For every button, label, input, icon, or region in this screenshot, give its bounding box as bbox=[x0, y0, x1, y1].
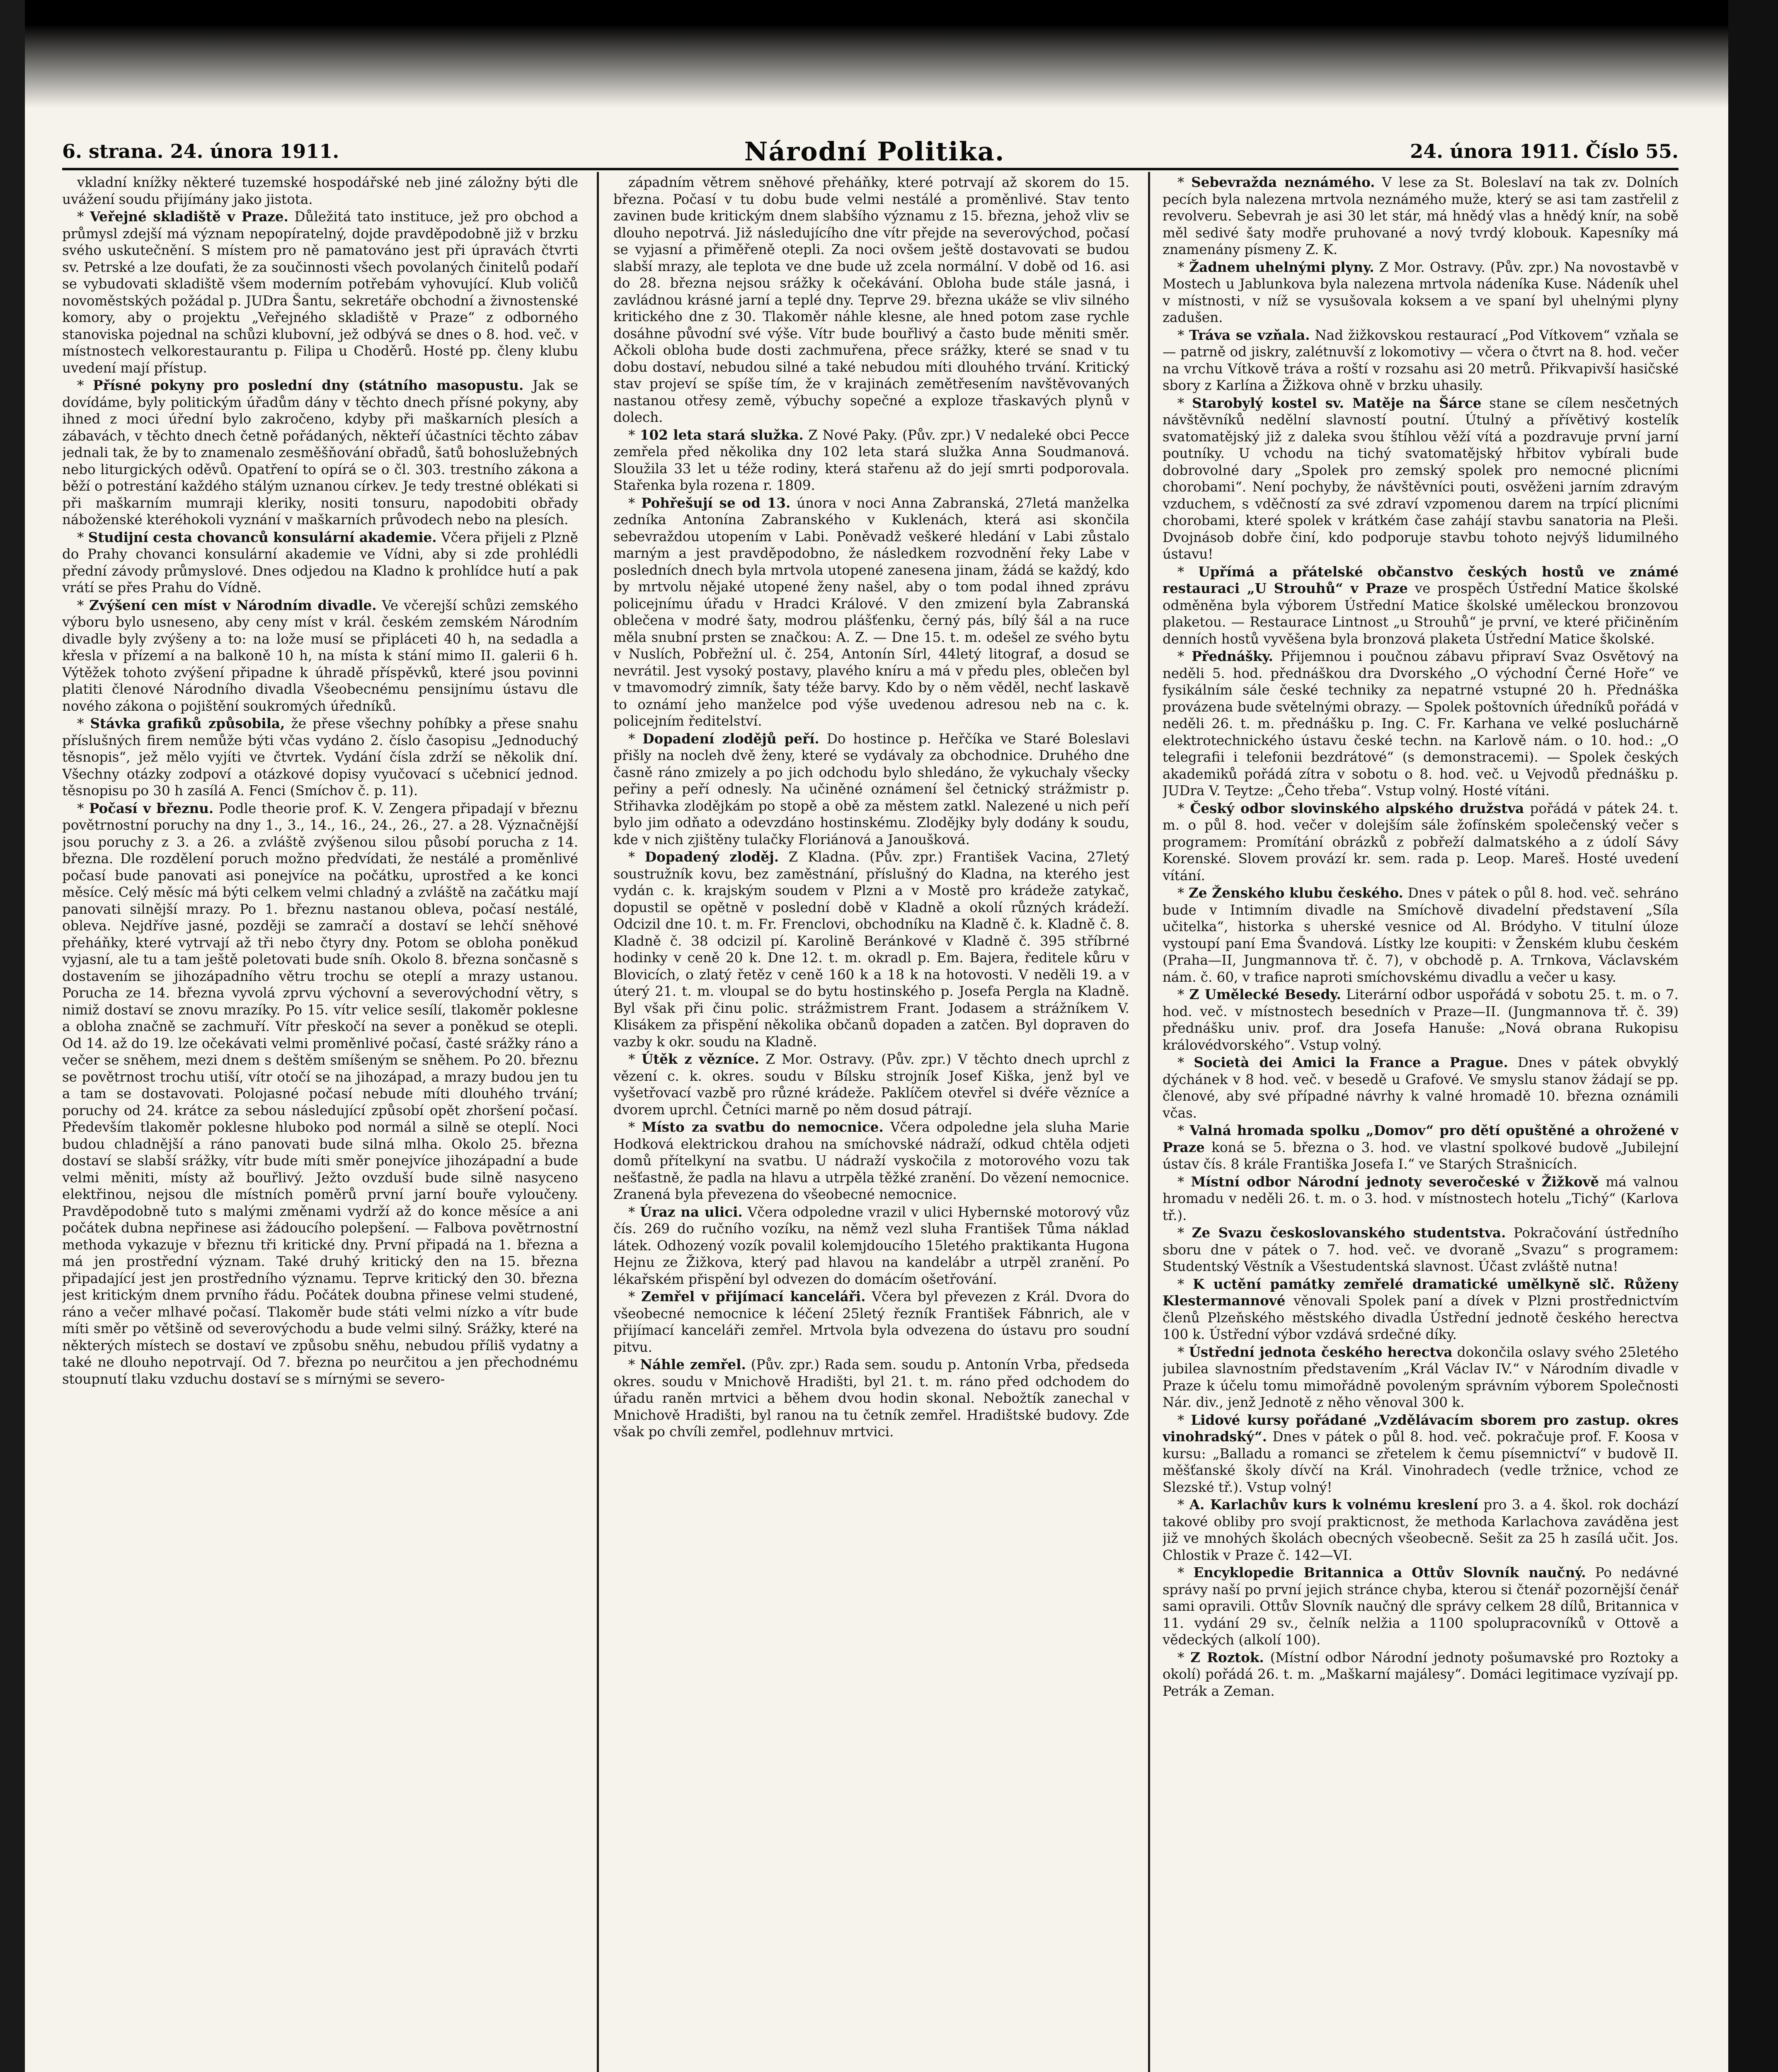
article bbox=[613, 1204, 1129, 1288]
article-body: Dnes v pátek obvyklý dýchánek v 8 hod. več. v besedě u Grafové. Ve smyslu stanov žádají se pp. členové, aby své případné návrhy k valné hromadě 10. března oznámili včas. bbox=[1163, 1055, 1679, 1121]
article-title: 102 leta stará služka. bbox=[639, 426, 804, 443]
article-body: západním větrem sněhové přeháňky, které potrvají až skorem do 15. března. Počasí v tu dobu bude velmi nestálé a proměnlivé. Stav tento zavinen bude kritickým dnem slabšího významu z 15. března, jehož vliv se dlouho nepotrvá. Již následujícího dne vítr přejde na severovýchod, počasí se vyjasní a přiměřeně otepli. Za noci ovšem ještě dostavovati se budou slabší mrazy, ale teplota ve dne bude už zcela normální. V době od 16. asi do 28. března nejsou srážky k očekávání. Obloha bude stále jasná, i zavládnou krásné jarní a teplé dny. Teprve 29. března ukáže se vliv silného kritického dne z 30. Tlakoměr náhle klesne, ale hned potom zase rychle dosáhne původní své výše. Vítr bude bouřlivý a často bude měniti směr. Ačkoli obloha bude dosti zachmuřena, přece srážky, které se snad v tu dobu dostaví, nebudou silné a také nebudou míti dlouhého trvání. Kritický stav projeví se spíše tím, že v krajinách zemětřesením navštěvovaných nastanou otřesy země, výbuchy sopečné a exploze třaskavých plynů v dolech. bbox=[613, 174, 1129, 425]
article-title: Místní odbor Národní jednoty severočeské v Žižkově bbox=[1191, 1173, 1599, 1190]
article-body: Včera odpoledne vrazil v ulici Hybernské motorový vůz čís. 269 do ručního vozíku, na němž vezl sluha František Tůma náklad látek. Odhozený vozík povalil kolemjdoucího 15letého praktikanta Hugona Hejnu ze Žižkova, který pad hlavou na kandelábr a utrpěl zranění. Po lékařském přispění byl odvezen do domácím ošetřování. bbox=[613, 1204, 1129, 1287]
article-title: Ze Ženského klubu českého. bbox=[1189, 885, 1403, 901]
article-asterisk: * bbox=[1177, 1344, 1189, 1360]
article-body: Z Mor. Ostravy. (Pův. zpr.) Na novostavbě v Mostech u Jablunkova byla nalezena mrtvola nádeníka Kuse. Nádeník uhel v místnosti, v níž se vysušovala koksem a ve spaní byl uhelnými plyny zadušen. bbox=[1163, 259, 1679, 325]
article bbox=[1163, 395, 1679, 563]
article bbox=[1163, 174, 1679, 258]
article bbox=[613, 1119, 1129, 1203]
article bbox=[62, 208, 578, 376]
article-title: Ze Svazu českoslovanského studentstva. bbox=[1192, 1225, 1506, 1241]
article-body: Včera přijeli z Plzně do Prahy chovanci konsulární akademie ve Vídni, aby si zde prohlédli přední závody průmyslové. Dnes odjedou na Kladno k prohlídce hutí a pak vrátí se přes Prahu do Vídně. bbox=[62, 529, 578, 595]
column-3 bbox=[1163, 174, 1679, 2072]
article-asterisk: * bbox=[1177, 800, 1190, 816]
article-title: Úraz na ulici. bbox=[640, 1203, 743, 1220]
article-title: Encyklopedie Britannica a Ottův Slovník naučný. bbox=[1193, 1564, 1586, 1581]
article-body: stane se cílem nesčetných návštěvníků nedělní slavností poutní. Útulný a přívětivý kostelík svatomatějský již z daleka svou štíhlou věží vítá a pozdravuje první jarní poutníky. U vchodu na tichý svatomatějský hřbitov vybírali bude dobrovolné dary „Spolek pro zemský spolek pro nemocné plicními chorobami“. Není pochyby, že návštěvníci pouti, osvěženi jarním zdravým vzduchem, s vděčností za své zdraví vzpomenou darem na trpící plicními chorobami, které spolek v krátkém čase zahájí stavbu sanatoria na Pleši. Dvojnásob dobře činí, kdo podporuje stavbu tohoto nejvýš lidumilného ústavu! bbox=[1163, 395, 1679, 562]
article-body: Jak se dovídáme, byly politickým úřadům dány v těchto dnech přísné pokyny, aby ihned z moci úřední bylo zakročeno, kdyby při maškarních plesích a zábavách, v těchto dnech četně pořádaných, někteří účastníci těchto zábav jednali tak, že by to znamenalo zesměšňování obřadů, šatů bohoslužebných nebo liturgických oděvů. Opatření to opírá se o čl. 303. trestního zákona a běží o potrestání každého stálým uznanou církev. Je tedy trestné oblékati si při maškarním mumraji kleriky, nositi tonsuru, napodobiti obřady náboženské kteréhokoli vyznání v maškarních průvodech nebo na plesích. bbox=[62, 378, 578, 528]
article-asterisk: * bbox=[77, 209, 90, 225]
article-title: K uctění památky zemřelé dramatické umělkyně slč. Růženy Klestermannové bbox=[1163, 1276, 1679, 1309]
article-asterisk: * bbox=[1177, 1225, 1192, 1241]
article-body: že přese všechny pohíbky a přese snahu příslušných firem nemůže býti včas vydáno 2. číslo časopisu „Jednoduchý těsnopis“, jež mělo vyjíti ve čtvrtek. Vydání čísla zdrží se několik dní. Všechny otázky zodpoví a otázkové dopisy vyučovací s učebnicí jednod. těsnopisu po 30 h zasílá A. Fenci (Smíchov č. p. 11). bbox=[62, 716, 578, 799]
article-title: Valná hromada spolku „Domov“ pro dětí opuštěné a ohrožené v Praze bbox=[1163, 1122, 1679, 1155]
article-title: Lidové kursy pořádané „Vzdělávacím sborem pro zastup. okres vinohradský“. bbox=[1163, 1411, 1679, 1445]
article-body: Literární odbor uspořádá v sobotu 25. t. m. o 7. hod. več. v místnostech besedních v Praze—II. (Jungmannova tř. č. 39) přednášku univ. prof. dra Josefa Hanuše: „Nová obrana Rukopisu královédvorského“. Vstup volný. bbox=[1163, 987, 1679, 1053]
article-asterisk: * bbox=[628, 495, 642, 511]
article-asterisk: * bbox=[628, 1289, 642, 1305]
article-asterisk: * bbox=[1177, 1055, 1194, 1070]
article-asterisk: * bbox=[628, 1357, 640, 1372]
article bbox=[613, 495, 1129, 730]
article bbox=[613, 427, 1129, 494]
article-body: (Místní odbor Národní jednoty pošumavské pro Roztoky a okolí) pořádá 26. t. m. „Maškarní majálesy“. Domáci legitimace vyzívají pp. Petrák a Zeman. bbox=[1163, 1649, 1679, 1699]
header-rule bbox=[62, 168, 1679, 170]
article-body: dokončila oslavy svého 25letého jubilea slavnostním představením „Král Václav IV.“ v Národním divadle v Praze k účelu tomu mimořádně povoleným správním výborem Společnosti Nár. div., jenž Jednotě z něho věnoval 300 k. bbox=[1163, 1344, 1679, 1410]
article-body: Podle theorie prof. K. V. Zengera připadají v březnu povětrnostní poruchy na dny 1., 3., 14., 16., 24., 26., 27. a 28. Význačnější jsou poruchy z 3. a 26. a zvláště zvýšenou silou působí porucha z 14. března. Dle rozdělení poruch možno předvídati, že nestálé a proměnlivé počasí bude panovati asi ponejvíce na počátku, uprostřed a ke konci měsíce. Celý měsíc má býti celkem velmi chladný a zvláště na začátku mají panovati silnější mrazy. Po 1. březnu nastanou obleva, počasí nestálé, obleva. Nejdříve jasné, později se zamračí a dostaví se lehčí sněhové přeháňky, které vytrvají až tři nebo čtyry dny. Potom se obloha poněkud vyjasní, ale tu a tam ještě poletovati bude sníh. Okolo 8. března sončasně s dostavením se jihozápadního větru trochu se oteplí a mrazy ustanou. Porucha ze 14. března vyvolá zprvu výchovní a severovýchodní větry, s nimiž dostaví se znovu mrazíky. Po 15. vítr velice sesílí, tlakoměr poklesne a obloha značně se zachmuří. Vítr přeskočí na sever a poněkud se otepli. Od 14. až do 19. lze očekávati velmi proměnlivé počasí, časté srážky ráno a večer se sněhem, mezi dnem s deštěm smíšeným se sněhem. Po 20. březnu se povětrnost trochu utiší, vítr otočí se na jihozápad, a mrazy budou jen tu a tam se dostavovati. Polojasné počasí nebude míti dlouhého trvání; poruchy od 24. krátce za sebou následující způsobí opět zhoršení počasí. Především tlakoměr poklesne hluboko pod normál a silně se oteplí. Noci budou chladnější a ráno panovati bude silná mlha. Okolo 25. března dostaví se slabší srážky, vítr bude míti směr ponejvíce jihozápadní a bude velmi měniti, místy až bouřlivý. Ježto ovzduší bude silně nasyceno elektřinou, nejsou dle místních poměrů první jarní bouře vyloučeny. Pravděpodobně tuto s malými změnami vydrží až do konce měsíce a ani počátek dubna nepřinese asi žádoucího polepšení. — Falbova povětrnostní methoda vykazuje v březnu tři kritické dny. První připadá na 1. března a má jen prostřední význam. Také druhý kritický den na 15. března připadající jest jen prostředního významu. Teprve kritický den 30. března jest kritickým dnem prvního řádu. Počátek doubna přinese velmi studené, ráno a večer mlhavé počasí. Tlakoměr bude státi velmi nízko a vítr bude míti směr po většině od severovýchodu a bude velmi silný. Srážky, které na některých místech se dostaví ve způsobu sněhu, nebudou příliš vydatny a také ne dlouho nepotrvají. Od 7. března po neurčitou a jen přechodnému stoupnutí tlaku vzduchu dostaví se s mírnými se severo- bbox=[62, 800, 578, 1387]
article-title: Zemřel v přijímací kanceláři. bbox=[641, 1288, 866, 1305]
article-title: Studijní cesta chovanců konsulární akademie. bbox=[88, 529, 437, 545]
article bbox=[62, 529, 578, 596]
article-body: (Pův. zpr.) Rada sem. soudu p. Antonín Vrba, předseda okres. soudu v Mnichově Hradišti, byl 21. t. m. ráno před odchodem do úřadu raněn mrtvici a během dvou hodin skonal. Nebožtík zanechal v Mnichově Hradišti, byl ranou na tu četník zemřel. Hradištské budovy. Zde však po chvíli zemřel, podlehnuv mrtvici. bbox=[613, 1357, 1129, 1440]
article-body: věnovali Spolek paní a dívek v Plzni prostřednictvím členů Plzeňského městského divadla Ústřední jednotě českého herectva 100 k. Ústřední výbor vzdává srdečné díky. bbox=[1163, 1293, 1679, 1342]
article bbox=[613, 1051, 1129, 1118]
article-asterisk: * bbox=[1177, 1497, 1189, 1513]
article-body: Dnes v pátek o půl 8. hod. več. pokračuje prof. F. Koosa v kursu: „Balladu a romanci se zřetelem k čemu písemnictví“ v budově II. měšťanské školy dívčí na Král. Vinohradech (vedle tržnice, vchod ze Slezské tř.). Vstup volný! bbox=[1163, 1429, 1679, 1495]
column-rule bbox=[597, 172, 599, 2072]
article-asterisk: * bbox=[77, 597, 90, 613]
article-body: Přijemnou i poučnou zábavu připraví Svaz Osvětový na neděli 5. hod. přednáškou dra Dvorského „O východní Černé Hoře“ ve fysikálním sále české techniky za nepatrné vstupné 20 h. Přednáška provázena bude světelnými obrazy. — Spolek poštovních úředníků pořádá v neděli 26. t. m. přednášku p. Ing. C. Fr. Karhana ve velké posluchárně elektrotechnického ústavu české techn. na Karlově nám. o 10. hod.: „O telegrafii i telefonii bezdrátové“ (s demonstracemi). — Spolek českých akademiků pořádá zítra v sobotu o 8. hod. več. u Vejvodů přednášku p. JUDra V. Teytze: „Čeho třeba“. Vstup volný. Hosté vítáni. bbox=[1163, 649, 1679, 799]
article bbox=[1163, 1122, 1679, 1173]
article-asterisk: * bbox=[628, 1204, 640, 1220]
article-body: má valnou hromadu v neděli 26. t. m. o 3. hod. v místnostech hotelu „Tichý“ (Karlova tř.). bbox=[1163, 1174, 1679, 1223]
column-rule bbox=[1148, 172, 1150, 2072]
article-title: Z Roztok. bbox=[1190, 1649, 1264, 1665]
article bbox=[62, 800, 578, 1388]
article-body: Ve včerejší schůzi zemského výboru bylo usneseno, aby ceny míst v král. českém zemském Národním divadle byly zvýšeny a to: na lože musí se připláceti 40 h, na sedadla a křesla v přízemí a na balkoně 10 h, na místa k stání mimo II. galerii 6 h. Výtěžek tohoto zvýšení připadne k úhradě příspěvků, které jsou povinni platiti členové Národního divadla Všeobecnému pensijnímu ústavu dle nového zákona o pojištění soukromých úředníků. bbox=[62, 597, 578, 714]
article-asterisk: * bbox=[628, 427, 640, 443]
column-2 bbox=[613, 174, 1129, 2072]
article-asterisk: * bbox=[77, 378, 93, 393]
article-body: Do hostince p. Heřčíka ve Staré Boleslavi přišly na nocleh dvě ženy, které se vydávaly za obchodnice. Druhého dne časně ráno zmizely a po jich odchodu bylo shledáno, že vykuchaly všecky peřiny a peří odnesly. Na učiněné oznámení šel četnický strážmistr p. Střihavka zlodějkám po stopě a obě za městem zatkl. Nalezené u nich peří bylo jim odňato a odevzdáno hostinskému. Zlodějky byly dodány k soudu, kde v nich zjištěny tulačky Floriánová a Janoušková. bbox=[613, 731, 1129, 847]
article-title: Tráva se vzňala. bbox=[1189, 327, 1310, 343]
article-title: Dopadení zlodějů peří. bbox=[642, 730, 819, 747]
article-body: Z Kladna. (Pův. zpr.) František Vacina, 27letý soustružník kovu, bez zaměstnání, příslušný do Kladna, na kterého jest vydán c. k. krajským soudem v Plzni a v Mostě pro krádeže zatykač, dopustil se opětně v poslední době v Kladně a okolí různých krádeží. Odcizil dne 10. t. m. Fr. Frenclovi, obchodníku na Kladně č. k. Kladně č. 8. Kladně č. 38 odcizil pí. Karolině Beránkové v Kladně č. 395 stříbrné hodinky v ceně 20 k. Dne 12. t. m. okradl p. Em. Bajera, ředitele kůru v Blovicích, o zlatý řetěz v ceně 160 k a 18 k na hotovosti. V neděli 19. a v úterý 21. t. m. vloupal se do bytu hostinského p. Josefa Pergla na Kladně. Byl však při činu polic. strážmistrem Frant. Jodasem a strážníkem V. Klisákem za přispění několika občanů dopaden a zatčen. Byl dopraven do vazby k okr. soudu na Kladně. bbox=[613, 849, 1129, 1050]
article-title: Upřímá a přátelské občanstvo českých hostů ve známé restauraci „U Strouhů“ v Praze bbox=[1163, 563, 1679, 596]
article-asterisk: * bbox=[1177, 1276, 1193, 1292]
article-body: Z Mor. Ostravy. (Pův. zpr.) V těchto dnech uprchl z vězení c. k. okres. soudu v Bílsku strojník Josef Kiška, jenž byl ve vyšetřovací vazbě pro různé krádeže. Paklíčem otevřel si dvéře vězníce a dvorem uprchl. Četníci marně po něm dosud pátrají. bbox=[613, 1051, 1129, 1118]
article bbox=[1163, 986, 1679, 1053]
article-title: Veřejné skladiště v Praze. bbox=[90, 208, 288, 225]
article-body: Důležitá tato instituce, jež pro obchod a průmysl zdejší má význam nepopíratelný, dojde pravděpodobně již v brzku svého uskutečnění. S místem pro ně pamatováno jest při úpravách čtvrti sv. Petrské a lze doufati, že za součinnosti všech povolaných činitelů podaří se vybudovati skladiště všem moderním potřebám vyhovující. Klub voličů novoměstských požádal p. JUDra Šantu, sekretáře obchodní a živnostenské komory, aby o projektu „Veřejného skladiště v Praze“ z odborného stanoviska pojednal na schůzi klubovní, jež odbývá se dnes o 8. hod. več. v místnostech velkorestaurantu p. Filipa u Choděrů. Hosté pp. členy klubu uvedení mají přístup. bbox=[62, 209, 578, 376]
article-asterisk: * bbox=[1177, 987, 1189, 1002]
header-page-date: 6. strana. 24. února 1911. bbox=[62, 140, 339, 162]
article-body: pro 3. a 4. škol. rok dochází takové obliby pro svojí prakticnost, že methoda Karlachova zaváděna jest již ve mnohých školách obecných všeobecně. Sešit za 25 h zasílá učit. Jos. Chlostik v Praze č. 142—VI. bbox=[1163, 1497, 1679, 1563]
article bbox=[1163, 564, 1679, 648]
article-title: Società dei Amici la France a Prague. bbox=[1194, 1054, 1508, 1070]
article bbox=[1163, 1564, 1679, 1648]
article bbox=[62, 597, 578, 715]
article bbox=[613, 849, 1129, 1050]
article-body: Včera odpoledne jela sluha Marie Hodková elektrickou drahou na smíchovské nádraží, odkud chtěla odjeti domů přítelkyní na svatbu. U nádraží vyskočila z motorového vozu tak nešťastně, že padla na hlavu a utrpěla těžké zranění. Do vězení nemocnice. Zranená byla převezena do všeobecné nemocnice. bbox=[613, 1119, 1129, 1202]
article bbox=[613, 1356, 1129, 1440]
article-asterisk: * bbox=[628, 849, 645, 865]
article bbox=[1163, 800, 1679, 884]
scan-border-right bbox=[1728, 0, 1778, 2072]
article bbox=[1163, 259, 1679, 326]
article-asterisk: * bbox=[1177, 885, 1189, 901]
article bbox=[613, 731, 1129, 848]
article-asterisk: * bbox=[1177, 174, 1192, 190]
article bbox=[1163, 1174, 1679, 1224]
article-body: února v noci Anna Zabranská, 27letá manželka zedníka Antonína Zabranského v Kuklenách, která asi skončila sebevraždou utopením v Labi. Poněvadž veškeré hledání v Labi zůstalo marným a jest pravděpodobno, že následkem rozvodnění řeky Labe v posledních dnech byla mrtvola utopené zanesena jinam, žádá se každý, kdo by mrtvolu nějaké utopené ženy našel, aby o tom podal ihned zprávu policejnímu úřadu v Hradci Králové. V den zmizení byla Zabranská oblečena v modré šaty, modrou plášťenku, černý pás, bílý šál a na ruce měla snubní prsten se značkou: A. Z. — Dne 15. t. m. odešel ze svého bytu v Nuslích, Pobřežní ul. č. 254, Antonín Sírl, 44letý litograf, a dosud se nevrátil. Jest vysoký postavy, plavého kníru a má v předu ples, oblečen byl v tmavomodrý zimník, šaty téže barvy. Kdo by o něm věděl, nechť laskavě to oznámí jeho manželce pod výše uvedenou adresou neb na c. k. policejním ředitelství. bbox=[613, 495, 1129, 729]
article-title: Z Umělecké Besedy. bbox=[1189, 986, 1341, 1002]
article-asterisk: * bbox=[628, 1051, 642, 1067]
article bbox=[1163, 1225, 1679, 1275]
article bbox=[1163, 1276, 1679, 1343]
article-asterisk: * bbox=[1177, 395, 1192, 411]
article-asterisk: * bbox=[1177, 259, 1189, 275]
article bbox=[1163, 1412, 1679, 1496]
article-body: Po nedávné správy naší po první jejich stránce chyba, kterou si čtenář pozornější čenář sami opravili. Ottův Slovník naučný dle správy celkem 28 dílů, Britannica v 11. vydání 29 sv., čelník nelžia a 1100 spolupracovníků v Ottově a vědeckých (alkolí 100). bbox=[1163, 1565, 1679, 1648]
article-title: Počasí v březnu. bbox=[89, 800, 214, 816]
article-asterisk: * bbox=[1177, 1649, 1191, 1665]
article bbox=[1163, 1344, 1679, 1411]
article-asterisk: * bbox=[1177, 327, 1189, 343]
article-title: Zvýšení cen míst v Národním divadle. bbox=[89, 597, 377, 613]
article-body: ve prospěch Ústřední Matice školské odměněna byla výborem Ústřední Matice školské uměleckou bronzovou plaketou. — Restaurace Lintnost „u Strouhů“ je první, ve které přičiněním denních hostů vyvěšena byla bronzová plaketa Ústřední Matice školské. bbox=[1163, 581, 1679, 647]
article-title: Přísné pokyny pro poslední dny (státního masopustu. bbox=[93, 377, 524, 393]
article-title: Starobylý kostel sv. Matěje na Šárce bbox=[1192, 395, 1482, 411]
article-title: Útěk z vězníce. bbox=[641, 1051, 759, 1067]
article-body: vkladní knížky některé tuzemské hospodářské neb jiné záložny býti dle uvážení soudu přijímány jako jistota. bbox=[62, 174, 578, 207]
newspaper-title: Národní Politika. bbox=[744, 136, 1005, 167]
article-title: Místo za svatbu do nemocnice. bbox=[642, 1119, 884, 1135]
article-title: Dopadený zloděj. bbox=[644, 849, 779, 865]
article-asterisk: * bbox=[77, 800, 89, 816]
article-title: Přednášky. bbox=[1192, 648, 1273, 664]
article-title: Stávka grafiků způsobila, bbox=[90, 715, 285, 731]
article-asterisk: * bbox=[1177, 1565, 1194, 1581]
article bbox=[1163, 1054, 1679, 1121]
scan-border-top bbox=[0, 0, 1778, 108]
article-asterisk: * bbox=[1177, 1412, 1191, 1428]
article-body: Dnes v pátek o půl 8. hod. več. sehráno bude v Intimním divadle na Smíchově divadelní představení „Síla učitelka“, historka s uherské vesnice od Al. Bródyho. V titulní úloze vystoupí paní Ema Švandová. Lístky lze koupiti: v Ženském klubu českém (Praha—II, Jungmannova tř. č. 7), v obchodě p. A. Trnkova, Václavském nám. č. 60, v trafice naproti smíchovskému divadlu a večer u kasy. bbox=[1163, 885, 1679, 985]
article-asterisk: * bbox=[1177, 564, 1199, 580]
article-title: A. Karlachův kurs k volnému kreslení bbox=[1189, 1496, 1478, 1513]
article-title: Ústřední jednota českého herectva bbox=[1189, 1343, 1453, 1360]
article bbox=[1163, 1496, 1679, 1564]
article-body: Včera byl převezen z Král. Dvora do všeobecné nemocnice k léčení 25letý řezník František Fábnrich, ale v přijímací kanceláři zemřel. Mrtvola byla odvezena do ústavu pro soudní pitvu. bbox=[613, 1289, 1129, 1355]
article bbox=[613, 174, 1129, 426]
article-body: Pokračování ústředního sboru dne v pátek o 7. hod. več. ve dvoraně „Svazu“ s programem: Studentský Věstník a Všestudentská slavnost. Účast zvláště nutna! bbox=[1163, 1225, 1679, 1274]
article-asterisk: * bbox=[1177, 1123, 1190, 1138]
article-body: pořádá v pátek 24. t. m. o půl 8. hod. večer v dolejším sále žofínském společenský večer s programem: Promítání obrázků z pobřeží dalmatského a z údolí Sávy Korenské. Slovem provází kr. sem. rada p. Leop. Mareš. Hosté uvedení vítání. bbox=[1163, 800, 1679, 884]
column-1 bbox=[62, 174, 578, 2072]
article bbox=[62, 715, 578, 799]
article-title: Český odbor slovinského alpského družstva bbox=[1190, 800, 1524, 816]
article bbox=[613, 1288, 1129, 1356]
article-title: Náhle zemřel. bbox=[640, 1356, 746, 1372]
article-asterisk: * bbox=[628, 1119, 642, 1135]
article bbox=[1163, 648, 1679, 799]
article-asterisk: * bbox=[1177, 649, 1192, 664]
article bbox=[62, 377, 578, 528]
article-asterisk: * bbox=[628, 731, 643, 747]
article bbox=[1163, 327, 1679, 394]
article-title: Sebevražda neznámého. bbox=[1191, 174, 1375, 190]
header-issue-number: 24. února 1911. Číslo 55. bbox=[1410, 140, 1679, 162]
article-asterisk: * bbox=[1177, 1174, 1191, 1190]
article-asterisk: * bbox=[77, 716, 90, 731]
article bbox=[62, 174, 578, 208]
article-body: Z Nové Paky. (Pův. zpr.) V nedaleké obci Pecce zemřela před několika dny 102 leta stará služka Anna Soudmanová. Sloužila 33 let u téže rodiny, která stařenu až do její smrti podporovala. Stařenka byla rozena r. 1809. bbox=[613, 427, 1129, 493]
article-title: Žadnem uhelnými plyny. bbox=[1189, 259, 1374, 275]
page-header bbox=[62, 137, 1679, 166]
article bbox=[1163, 885, 1679, 985]
article-asterisk: * bbox=[77, 529, 88, 545]
article bbox=[1163, 1649, 1679, 1700]
article-body: Nad žižkovskou restaurací „Pod Vítkovem“ vzňala se — patrně od jiskry, zalétnuvší z lokomotivy — včera o čtvrt na 8. hod. večer na vrchu Vítkově tráva a roští v rozsahu asi 20 metrů. Přikvapivší hasičské sbory z Karlína a Žižkova ohně v brzku uhasily. bbox=[1163, 327, 1679, 393]
article-title: Pohřešují se od 13. bbox=[641, 494, 791, 511]
scan-border-left bbox=[0, 0, 25, 2072]
article-body: V lese za St. Boleslaví na tak zv. Dolních pecích byla nalezena mrtvola neznámého muže, který se asi tam zastřelil z revolveru. Sebevrah je asi 30 let stár, má hnědý vlas a hnědý knír, na sobě měl sedivé šaty modře pruhované a nový tvrdý klobouk. Kapesníky má znamenány písmeny Z. K. bbox=[1163, 174, 1679, 257]
article-body: koná se 5. března o 3. hod. ve vlastní spolkové budově „Jubilejní ústav čís. 8 krále Františka Josefa I.“ ve Starých Strašnicích. bbox=[1163, 1139, 1679, 1172]
